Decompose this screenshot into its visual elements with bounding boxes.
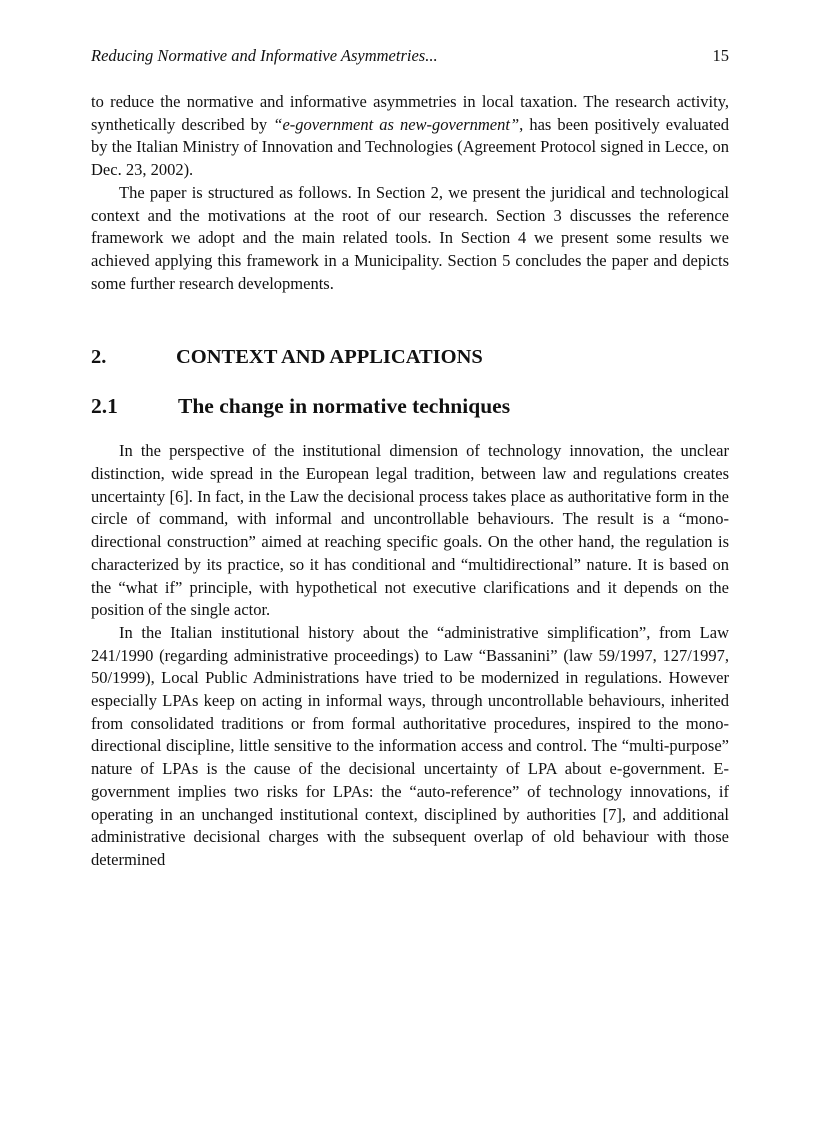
intro-paragraph-1 — [91, 91, 729, 182]
page-number: 15 — [712, 46, 729, 65]
section-heading — [91, 344, 729, 370]
running-title: Reducing Normative and Informative Asymmetries... — [91, 46, 438, 65]
intro-paragraph-2: The paper is structured as follows. In Section 2, we present the juridical and technological context and the motivations at the root of our research. Section 3 discusses the reference framework we adopt and the main related tools. In Section 4 we present some results we achieved applying this framework in a Municipality. Section 5 concludes the paper and depicts some further research developments. — [91, 182, 729, 293]
body-paragraph-1: In the perspective of the institutional dimension of technology innovation, the unclear distinction, wide spread in the European legal tradition, between law and regulations creates uncertainty [6]. In fact, in the Law the decisional process takes place as authoritative form in the circle of command, with informal and uncontrollable behaviours. The result is a “mono-directional construction” aimed at reaching specific goals. On the other hand, the regulation is characterized by its practice, so it has conditional and “multidirectional” nature. It is based on the “what if” principle, with hypothetical not executive clarifications and it depends on the position of the single actor. — [91, 441, 729, 620]
page — [91, 44, 729, 872]
body-paragraph-2: In the Italian institutional history about the “administrative simplification”, from Law 241/1990 (regarding administrative proceedings) to Law “Bassanini” (law 59/1997, 127/1997, 50/1999), Local Public Administrations have tried to be modernized in regulations. However especially LPAs keep on acting in informal ways, through uncontrollable behaviours, inherited from consolidated traditions or from formal authoritative procedures, inspired to the mono-directional discipline, little sensitive to the information access and control. The “multi-purpose” nature of LPAs is the cause of the decisional uncertainty of LPA about e-government. E-government implies two risks for LPAs: the “auto-reference” of technology innovations, if operating in an unchanged institutional context, disciplined by authorities [7], and additional administrative decisional charges with the subsequent overlap of old behaviour with those determined — [91, 622, 729, 869]
subsection-number: 2.1 — [91, 394, 118, 419]
intro-paragraph-1-text-b: , has been positively evaluated by the Italian Ministry of Innovation and Technologies (Agreement Protocol signed in Lecce, on Dec. 23, 2002). — [91, 114, 729, 180]
intro-paragraph-1-text-a: to reduce the normative and informative asymmetries in local taxation. The research activity, synthetically described by — [91, 92, 729, 134]
subsection-title: The change in normative techniques — [178, 394, 511, 419]
subsection-heading — [91, 392, 729, 420]
section-title: CONTEXT AND APPLICATIONS — [176, 346, 483, 369]
intro-paragraph-1-italic: “e-government as new-government” — [273, 114, 520, 134]
running-head — [91, 44, 729, 68]
section-number: 2. — [91, 346, 107, 369]
